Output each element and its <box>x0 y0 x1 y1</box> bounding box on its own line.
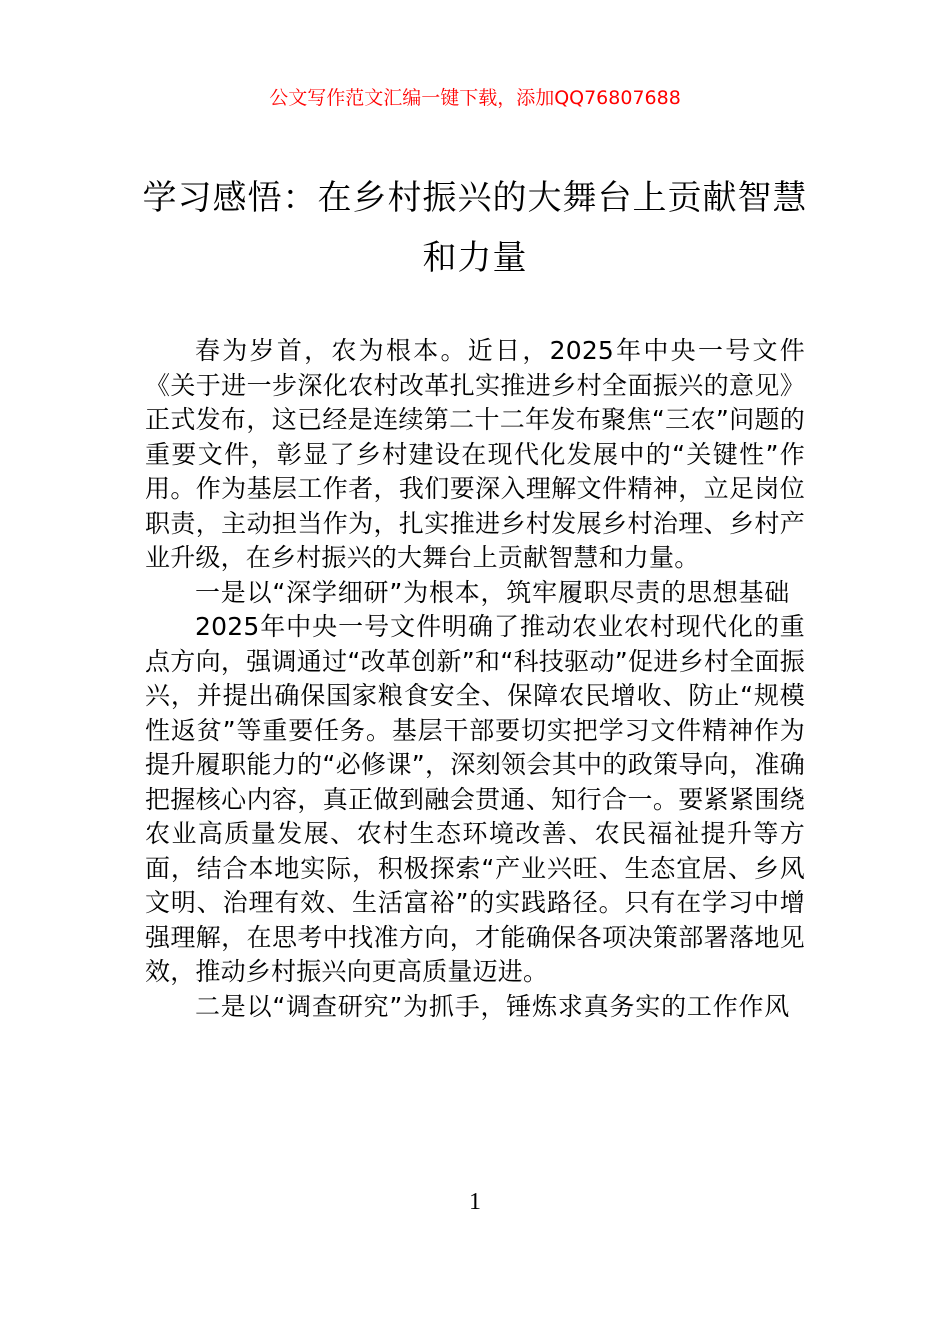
paragraph-intro: 春为岁首，农为根本。近日，2025年中央一号文件《关于进一步深化农村改革扎实推进乡村全面振兴的意见》正式发布，这已经是连续第二十二年发布聚焦“三农”问题的重要文件，彰显了乡村建设在现代化发展中的“关键性”作用。作为基层工作者，我们要深入理解文件精神，立足岗位职责，主动担当作为，扎实推进乡村发展乡村治理、乡村产业升级，在乡村振兴的大舞台上贡献智慧和力量。 <box>145 336 805 572</box>
section-heading-2: 二是以“调查研究”为抓手，锤炼求真务实的工作作风 <box>195 991 791 1021</box>
promo-banner: 公文写作范文汇编一键下载，添加QQ76807688 <box>269 87 681 109</box>
document-body <box>145 334 805 1024</box>
document-title: 学习感悟：在乡村振兴的大舞台上贡献智慧和力量 <box>142 178 808 278</box>
paragraph-section-1: 2025年中央一号文件明确了推动农业农村现代化的重点方向，强调通过“改革创新”和“科技驱动”促进乡村全面振兴，并提出确保国家粮食安全、保障农民增收、防止“规模性返贫”等重要任务。基层干部要切实把学习文件精神作为提升履职能力的“必修课”，深刻领会其中的政策导向，准确把握核心内容，真正做到融会贯通、知行合一。要紧紧围绕农业高质量发展、农村生态环境改善、农民福祉提升等方面，结合本地实际，积极探索“产业兴旺、生态宜居、乡风文明、治理有效、生活富裕”的实践路径。只有在学习中增强理解，在思考中找准方向，才能确保各项决策部署落地见效，推动乡村振兴向更高质量迈进。 <box>145 612 805 986</box>
page-number: 1 <box>469 1189 481 1215</box>
section-heading-1: 一是以“深学细研”为根本，筑牢履职尽责的思想基础 <box>195 577 791 607</box>
